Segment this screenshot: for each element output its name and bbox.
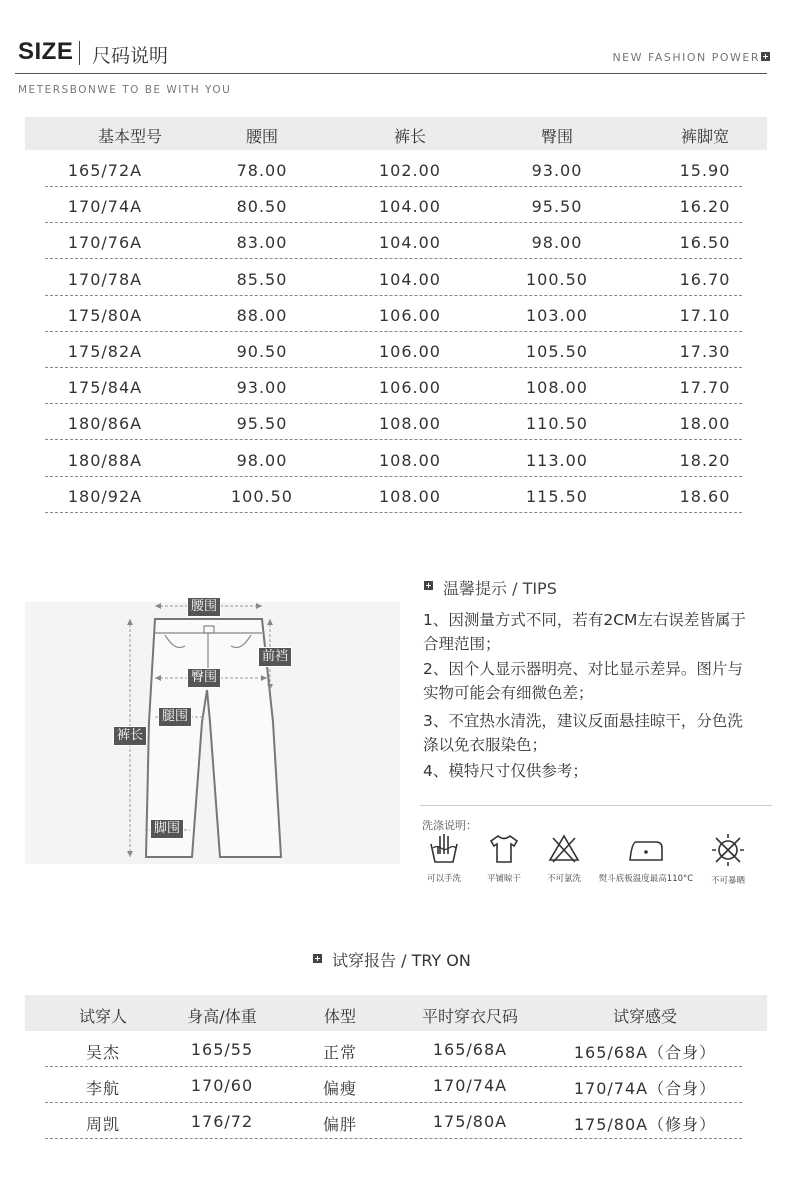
size-table-cell: 113.00 [526, 450, 588, 470]
size-table-cell: 90.50 [236, 342, 288, 361]
size-table-row [45, 477, 742, 513]
wash-label: 不可暴晒 [710, 876, 745, 886]
size-table-cell: 104.00 [379, 233, 441, 253]
size-table-cell: 17.70 [679, 378, 731, 398]
hand-wash-icon [427, 832, 461, 866]
size-table-cell: 17.10 [679, 305, 731, 325]
size-table-cell: 180/88A [67, 450, 143, 470]
tip-item: 2、因个人显示器明亮、对比显示差异。图片与实物可能会有细微色差； [423, 660, 743, 702]
hem-label: 脚围 [150, 819, 184, 839]
size-col-header: 裤长 [393, 127, 426, 146]
size-table-cell: 15.90 [679, 161, 731, 180]
wash-label: 可以手洗 [426, 874, 461, 884]
size-table-header [25, 117, 767, 150]
try-on-cell: 175/80A（修身） [573, 1115, 717, 1134]
size-col-header: 基本型号 [97, 127, 162, 146]
try-on-row [45, 1103, 742, 1139]
size-table-cell: 180/92A [67, 486, 143, 506]
size-table-cell: 108.00 [526, 378, 588, 398]
wash-divider [420, 805, 772, 806]
size-table-cell: 78.00 [236, 161, 288, 180]
size-table-cell: 16.20 [679, 197, 731, 217]
size-table-cell: 108.00 [379, 486, 441, 506]
size-table-cell: 95.50 [531, 197, 583, 217]
page-subtitle: 尺码说明 [92, 45, 169, 67]
try-on-row [45, 1067, 742, 1103]
size-table-cell: 104.00 [379, 269, 441, 289]
size-table-cell: 88.00 [236, 305, 288, 325]
wash-title: 洗涤说明： [422, 819, 477, 832]
try-col-header: 试穿感受 [612, 1007, 677, 1026]
size-table-row [45, 260, 742, 296]
wash-item [478, 832, 530, 884]
size-table-cell: 165/72A [67, 161, 143, 180]
size-table-cell: 106.00 [379, 305, 441, 325]
size-table-cell: 170/78A [67, 269, 143, 289]
waist-label: 腰围 [187, 597, 221, 617]
try-on-cell: 正常 [322, 1043, 357, 1062]
try-col-header: 体型 [323, 1007, 356, 1026]
rise-label: 前裆 [258, 647, 292, 667]
size-table-cell: 175/80A [67, 305, 143, 325]
header-divider [15, 73, 767, 74]
wash-label: 平铺晾干 [486, 874, 521, 884]
size-table-cell: 93.00 [531, 161, 583, 180]
tip-item: 3、不宜热水清洗，建议反面悬挂晾干，分色洗涤以免衣服染色； [423, 712, 743, 754]
size-table-cell: 180/86A [67, 414, 143, 434]
size-table-cell: 18.00 [679, 414, 731, 434]
iron-icon [626, 832, 666, 866]
try-on-cell: 170/74A [432, 1076, 508, 1095]
size-table-row [45, 151, 742, 187]
tips-title: 温馨提示 / TIPS [443, 579, 557, 598]
size-table-cell: 85.50 [236, 269, 288, 289]
pants-outline-icon [25, 602, 400, 864]
wash-item [418, 832, 470, 884]
size-table-cell: 16.70 [679, 269, 731, 289]
try-col-header: 身高/体重 [187, 1007, 257, 1026]
brand-tagline: NEW FASHION POWER [612, 51, 760, 64]
size-table-cell: 17.30 [679, 342, 731, 361]
size-table-cell: 106.00 [379, 342, 441, 361]
try-on-cell: 175/80A [432, 1112, 508, 1131]
try-on-bullet-icon [313, 954, 322, 963]
try-on-title: 试穿报告 / TRY ON [332, 951, 471, 970]
try-on-cell: 165/55 [190, 1040, 254, 1059]
tip-item: 1、因测量方式不同，若有2CM左右误差皆属于合理范围； [423, 611, 746, 653]
wash-label: 熨斗底板温度最高110°C [598, 874, 694, 884]
size-table-cell: 98.00 [236, 450, 288, 470]
tips-bullet-icon [424, 581, 433, 590]
try-on-row [45, 1031, 742, 1067]
try-col-header: 试穿人 [78, 1007, 127, 1026]
size-table-row [45, 404, 742, 440]
size-col-header: 裤脚宽 [680, 127, 729, 146]
wash-label: 不可氯洗 [546, 874, 581, 884]
size-table-cell: 115.50 [526, 486, 588, 506]
try-col-header: 平时穿衣尺码 [421, 1007, 518, 1026]
size-table-row [45, 368, 742, 404]
size-table-cell: 80.50 [236, 197, 288, 217]
size-table-cell: 100.50 [231, 486, 293, 506]
try-on-cell: 165/68A（合身） [573, 1043, 717, 1062]
size-table-cell: 95.50 [236, 414, 288, 434]
flat-dry-icon [487, 832, 521, 866]
size-table-cell: 102.00 [379, 161, 441, 180]
try-on-cell: 165/68A [432, 1040, 508, 1059]
size-table-row [45, 441, 742, 477]
pants-diagram [25, 599, 400, 864]
try-on-cell: 偏胖 [322, 1115, 357, 1134]
size-table-cell: 93.00 [236, 378, 288, 398]
size-table-cell: 100.50 [526, 269, 588, 289]
size-table-cell: 170/74A [67, 197, 143, 217]
plus-square-icon [761, 52, 770, 61]
size-table-cell: 108.00 [379, 450, 441, 470]
size-table-cell: 18.20 [679, 450, 731, 470]
length-label: 裤长 [113, 726, 147, 746]
size-col-header: 腰围 [245, 127, 278, 146]
no-sun-icon [710, 832, 746, 868]
try-on-cell: 李航 [85, 1079, 120, 1098]
try-on-cell: 周凯 [85, 1115, 120, 1134]
size-table-row [45, 223, 742, 259]
hip-label: 臀围 [187, 668, 221, 688]
thigh-label: 腿围 [158, 707, 192, 727]
brand-slogan: METERSBONWE TO BE WITH YOU [18, 84, 232, 96]
try-on-cell: 偏瘦 [322, 1079, 357, 1098]
try-on-cell: 吴杰 [85, 1043, 120, 1062]
try-on-cell: 176/72 [190, 1112, 254, 1131]
size-table-cell: 98.00 [531, 233, 583, 253]
size-table-cell: 83.00 [236, 233, 288, 253]
try-on-table-header [25, 995, 767, 1031]
size-table-cell: 103.00 [526, 305, 588, 325]
size-table-cell: 170/76A [67, 233, 143, 253]
wash-item [538, 832, 590, 884]
size-table-cell: 175/82A [67, 342, 143, 361]
no-bleach-icon [547, 832, 581, 866]
size-table-row [45, 332, 742, 368]
try-on-cell: 170/74A（合身） [573, 1079, 717, 1098]
size-table-cell: 16.50 [679, 233, 731, 253]
size-table-cell: 18.60 [679, 486, 731, 506]
title-divider [79, 41, 80, 65]
size-table-cell: 105.50 [526, 342, 588, 361]
wash-item [702, 832, 754, 886]
try-on-cell: 170/60 [190, 1076, 254, 1095]
size-table-cell: 108.00 [379, 414, 441, 434]
size-table-cell: 110.50 [526, 414, 588, 434]
tip-item: 4、模特尺寸仅供参考； [423, 762, 588, 780]
size-table-row [45, 187, 742, 223]
page-title: SIZE [18, 38, 74, 65]
wash-item [594, 832, 698, 884]
size-table-cell: 175/84A [67, 378, 143, 398]
size-col-header: 臀围 [540, 127, 573, 146]
size-table-cell: 106.00 [379, 378, 441, 398]
size-table-cell: 104.00 [379, 197, 441, 217]
size-table-row [45, 296, 742, 332]
